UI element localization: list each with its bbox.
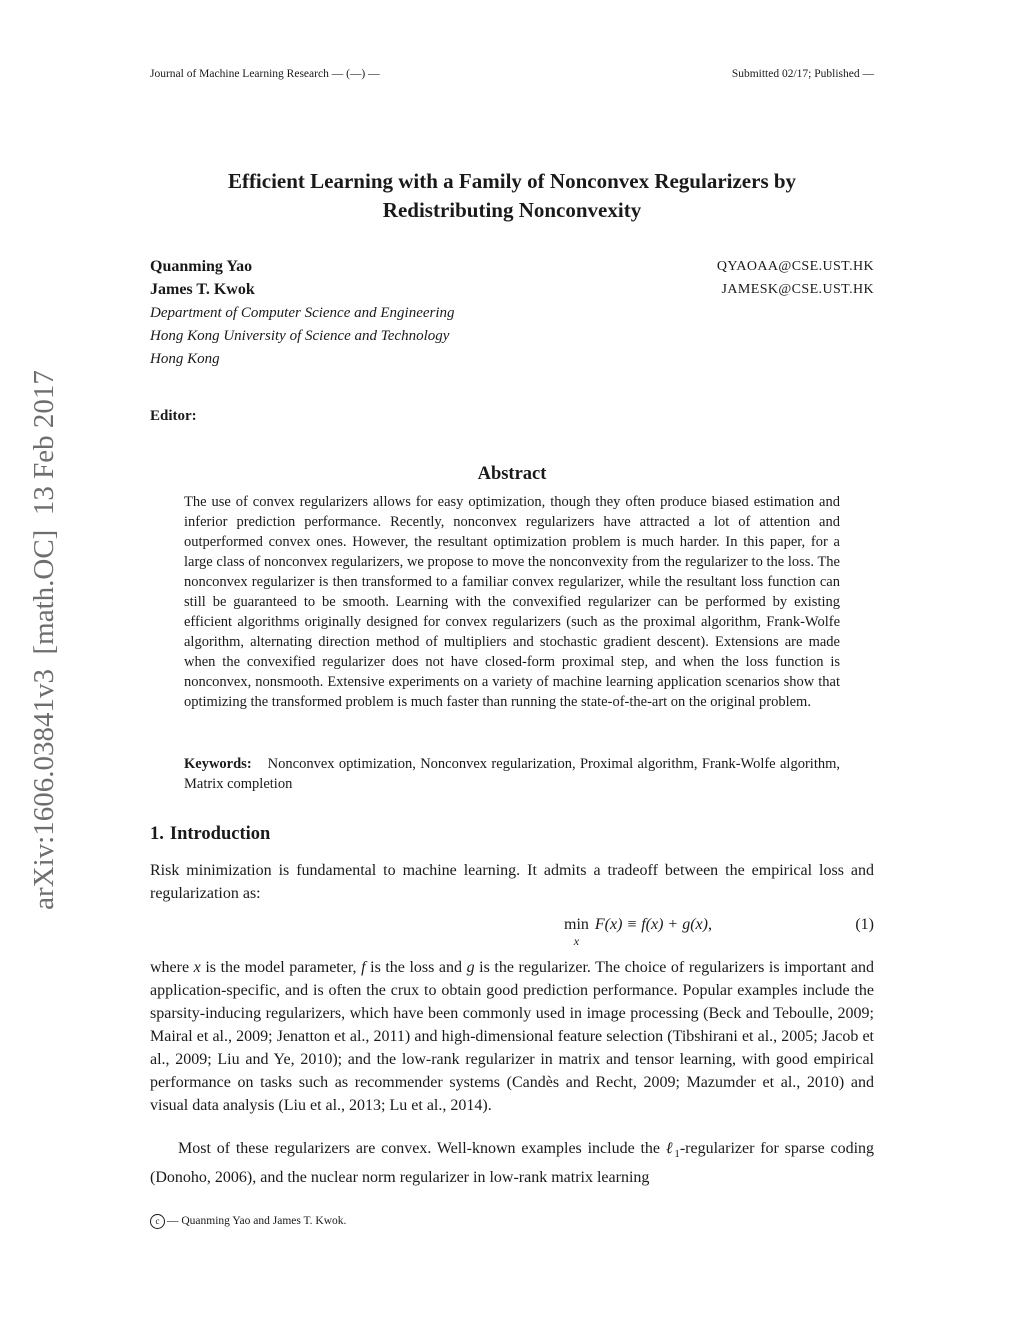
section-heading-introduction (150, 824, 270, 845)
author-row (150, 281, 874, 303)
arxiv-side-stamp: arXiv:1606.03841v3 [math.OC] 13 Feb 2017 (28, 370, 60, 910)
author-email: QYAOAA@CSE.UST.HK (716, 259, 874, 274)
author-name: James T. Kwok (150, 281, 255, 298)
equation-min (564, 916, 589, 948)
copyright-icon: c (150, 1214, 165, 1229)
paper-title-line-2: Redistributing Nonconvexity (382, 198, 642, 222)
intro-paragraph-3 (150, 1137, 874, 1189)
math-variable: ℓ (665, 1140, 675, 1157)
running-header-submission: Submitted 02/17; Published — (731, 68, 874, 80)
copyright-footnote (150, 1214, 346, 1229)
author-row (150, 258, 874, 280)
math-variable: x (193, 959, 201, 976)
equation-1 (150, 912, 874, 952)
abstract-heading: Abstract (477, 464, 547, 484)
running-header-journal: Journal of Machine Learning Research — (—) — (150, 68, 380, 80)
equation-body (564, 916, 712, 948)
affiliation (150, 302, 455, 371)
keywords-list: Nonconvex optimization, Nonconvex regularization, Proximal algorithm, Frank-Wolfe algorithm, Matrix completion (184, 756, 840, 792)
section-title: Introduction (169, 824, 271, 844)
text-run: is the loss and (370, 959, 463, 976)
equation-number: (1) (855, 916, 874, 933)
text-run: -regularizer for sparse coding (Donoho, 2006), and the nuclear norm regularizer in low-rank matrix learning (150, 1140, 875, 1187)
keywords (184, 754, 840, 794)
equation-expression: F(x) ≡ f(x) + g(x), (594, 916, 712, 933)
math-variable: g (466, 959, 475, 976)
section-number: 1. (150, 824, 164, 844)
text-run: is the model parameter, (205, 959, 357, 976)
equation-min-subscript: x (573, 934, 580, 948)
paper-title-line-1: Efficient Learning with a Family of Nonconvex Regularizers by (227, 169, 797, 193)
intro-paragraph-2 (150, 956, 874, 1117)
affiliation-university: Hong Kong University of Science and Technology (150, 328, 450, 344)
author-email: JAMESK@CSE.UST.HK (721, 282, 874, 297)
math-subscript: 1 (674, 1148, 680, 1161)
editor-label: Editor: (150, 408, 197, 424)
affiliation-location: Hong Kong (150, 351, 220, 367)
keywords-label: Keywords: (184, 756, 252, 772)
copyright-text: — Quanming Yao and James T. Kwok. (167, 1215, 347, 1228)
affiliation-department: Department of Computer Science and Engineering (150, 305, 455, 321)
paper-title (150, 167, 874, 225)
math-variable: f (361, 959, 366, 976)
text-run: is the regularizer. The choice of regularizers is important and application-specific, and is often the crux to obtain good prediction performance. Popular examples include the sparsity-inducing regularizers, which have been commonly used in image processing (Beck and Teboulle, 2009; Mairal et al., 2009; Jenatton et al., 2011) and high-dimensional feature selection (Tibshirani et al., 2005; Jacob et al., 2009; Liu and Ye, 2010); and the low-rank regularizer in matrix and tensor learning, with good empirical performance on tasks such as recommender systems (Candès and Recht, 2009; Mazumder et al., 2010) and visual data analysis (Liu et al., 2013; Lu et al., 2014). (150, 959, 874, 1114)
intro-paragraph-1: Risk minimization is fundamental to machine learning. It admits a tradeoff between the empirical loss and regularization as: (150, 862, 874, 902)
text-run: Most of these regularizers are convex. Well-known examples include the (178, 1140, 661, 1157)
equation-min-operator: min (564, 916, 589, 933)
abstract-text: The use of convex regularizers allows for easy optimization, though they often produce biased estimation and inferior prediction performance. Recently, nonconvex regularizers have attracted a lot of attention and outperformed convex ones. However, the resultant optimization problem is much harder. In this paper, for a large class of nonconvex regularizers, we propose to move the nonconvexity from the regularizer to the loss. The nonconvex regularizer is then transformed to a familiar convex regularizer, while the resultant loss function can still be guaranteed to be smooth. Learning with the convexified regularizer can be performed by existing efficient algorithms originally designed for convex regularizers (such as the proximal algorithm, Frank-Wolfe algorithm, alternating direction method of multipliers and stochastic gradient descent). Extensions are made when the convexified regularizer does not have closed-form proximal step, and when the loss function is nonconvex, nonsmooth. Extensive experiments on a variety of machine learning application scenarios show that optimizing the transformed problem is much faster than running the state-of-the-art on the original problem. (184, 494, 840, 710)
author-name: Quanming Yao (150, 258, 253, 275)
text-run: where (150, 959, 190, 976)
